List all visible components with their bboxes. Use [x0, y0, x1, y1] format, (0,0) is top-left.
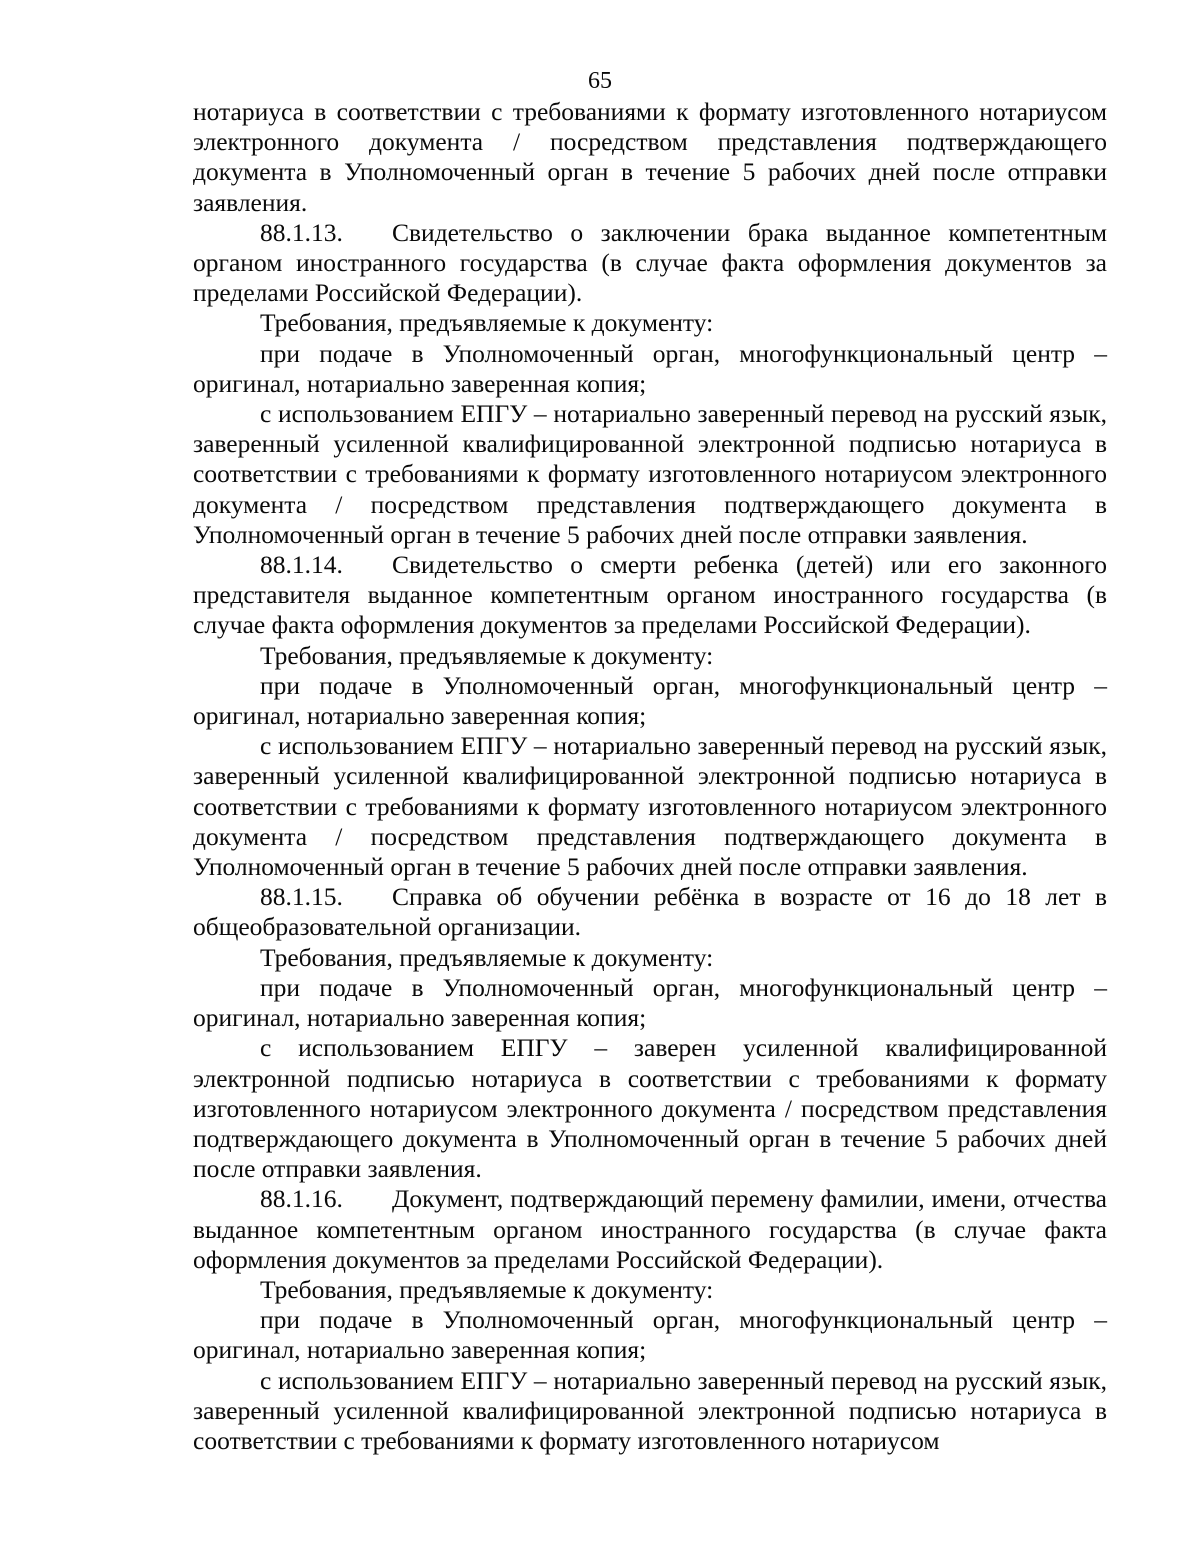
page-number: 65 — [588, 68, 612, 94]
continuation-paragraph: нотариуса в соответствии с требованиями к формату изготовленного нотариусом электронного документа / посредством представления подтверждающего документа в Уполномоченный орган в течение 5 рабочих дней после отправки заявления. — [193, 97, 1107, 217]
item-number: 88.1.16. — [260, 1184, 343, 1214]
requirement-office: при подаче в Уполномоченный орган, многофункциональный центр – оригинал, нотариально заверенная копия; — [193, 972, 1107, 1033]
requirement-office: при подаче в Уполномоченный орган, многофункциональный центр – оригинал, нотариально заверенная копия; — [193, 1305, 1107, 1365]
requirements-heading: Требования, предъявляемые к документу: — [260, 942, 714, 972]
requirement-epgu: с использованием ЕПГУ – нотариально заверенный перевод на русский язык, заверенный усиленной квалифицированной электронной подписью нотариуса в соответствии с требованиями к формату изготовленного нотариусом электронного документа / посредством представления подтверждающего документа в Уполномоченный орган в течение 5 рабочих дней после отправки заявления. — [193, 399, 1107, 549]
requirement-epgu: с использованием ЕПГУ – нотариально заверенный перевод на русский язык, заверенный усиленной квалифицированной электронной подписью нотариуса в соответствии с требованиями к формату изготовленного нотариусом — [193, 1365, 1107, 1455]
item-text: Справка об обучении ребёнка в возрасте от 16 до 18 лет в общеобразовательной организации. — [193, 882, 1107, 942]
requirements-heading: Требования, предъявляемые к документу: — [260, 308, 714, 338]
requirement-office: при подаче в Уполномоченный орган, многофункциональный центр – оригинал, нотариально заверенная копия; — [193, 338, 1107, 398]
item-88-1-14 — [193, 550, 1107, 641]
item-text: Свидетельство о заключении брака выданное компетентным органом иностранного государства (в случае факта оформления документов за пределами Российской Федерации). — [193, 217, 1107, 308]
requirements-heading: Требования, предъявляемые к документу: — [260, 1274, 714, 1304]
requirement-office: при подаче в Уполномоченный орган, многофункциональный центр – оригинал, нотариально заверенная копия; — [193, 670, 1107, 731]
item-88-1-13 — [193, 218, 1107, 309]
item-number: 88.1.15. — [260, 882, 343, 912]
document-body — [193, 97, 1107, 1456]
requirements-heading: Требования, предъявляемые к документу: — [260, 640, 714, 670]
item-number: 88.1.14. — [260, 550, 343, 580]
item-88-1-15 — [193, 882, 1107, 942]
item-text: Свидетельство о смерти ребенка (детей) или его законного представителя выданное компетентным органом иностранного государства (в случае факта оформления документов за пределами Российской Федерации). — [193, 550, 1107, 640]
item-number: 88.1.13. — [260, 217, 343, 247]
requirement-epgu: с использованием ЕПГУ – нотариально заверенный перевод на русский язык, заверенный усиленной квалифицированной электронной подписью нотариуса в соответствии с требованиями к формату изготовленного нотариусом электронного документа / посредством представления подтверждающего документа в Уполномоченный орган в течение 5 рабочих дней после отправки заявления. — [193, 731, 1107, 882]
item-text: Документ, подтверждающий перемену фамилии, имени, отчества выданное компетентным органом иностранного государства (в случае факта оформления документов за пределами Российской Федерации). — [193, 1184, 1107, 1274]
item-88-1-16 — [193, 1184, 1107, 1275]
requirement-epgu: с использованием ЕПГУ – заверен усиленной квалифицированной электронной подписью нотариуса в соответствии с требованиями к формату изготовленного нотариусом электронного документа / посредством представления подтверждающего документа в Уполномоченный орган в течение 5 рабочих дней после отправки заявления. — [193, 1033, 1107, 1184]
